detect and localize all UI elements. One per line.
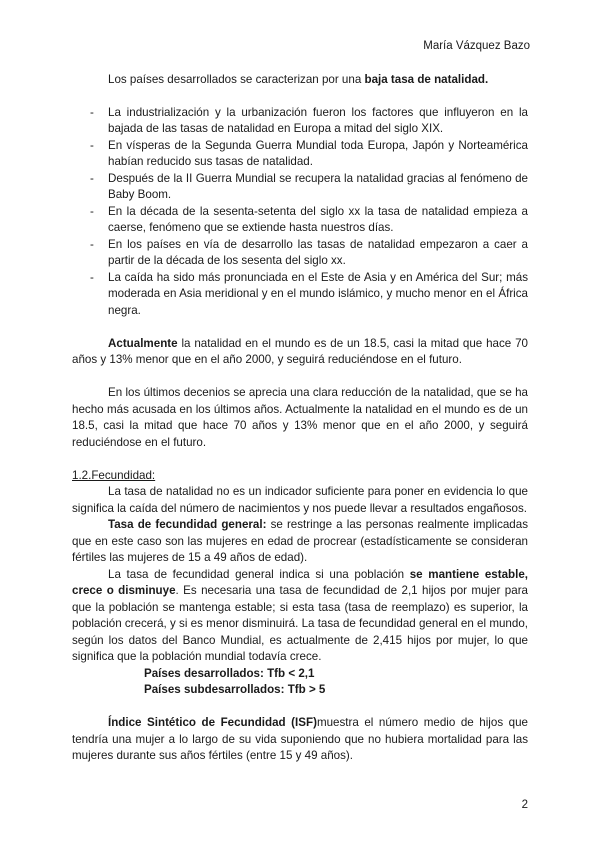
list-item-text: La industrialización y la urbanización fueron los factores que influyeron en la bajada de las tasas de natalidad en Europa a mitad del siglo XIX. [108, 105, 528, 135]
intro-emphasis: baja tasa de natalidad. [364, 73, 489, 86]
poblacion-text-pre: La tasa de fecundidad general indica si una población [108, 567, 410, 581]
isf-text: muestra el número medio de hijos que tendría una mujer a lo largo de su vida suponiendo que no hubiera mortalidad para las mujeres durante sus años fértiles (entre 15 y 49 años). [72, 716, 529, 762]
list-item-text: La caída ha sido más pronunciada en el Este de Asia y en América del Sur; más moderada en Asia meridional y en el mundo islámico, y mucho menor en el África negra. [108, 270, 528, 317]
list-item [72, 204, 528, 237]
list-item [72, 138, 528, 171]
tasa-fecundidad-paragraph [72, 517, 528, 567]
ultimos-decenios-paragraph: En los últimos decenios se aprecia una clara reducción de la natalidad, que se ha hecho más acusada en los últimos años. Actualmente la natalidad en el mundo es de un 18.5, casi la mitad que hace 70 años y 13% menor que en el año 2000, y seguirá reduciéndose en el futuro. [72, 386, 528, 449]
tasa-fecundidad-term: Tasa de fecundidad general: [108, 518, 267, 531]
fecundidad-intro-paragraph: La tasa de natalidad no es un indicador suficiente para poner en evidencia lo que significa la caída del número de nacimientos y nos puede llevar a resultados engañosos. [72, 485, 528, 515]
page-header-author: María Vázquez Bazo [423, 40, 530, 52]
dash-bullet: - [90, 204, 94, 218]
section-heading: 1.2.Fecundidad: [72, 468, 156, 482]
isf-term: Índice Sintético de Fecundidad (ISF) [108, 716, 317, 729]
actualmente-text: la natalidad en el mundo es de un 18.5, casi la mitad que hace 70 años y 13% menor que en el año 2000, y seguirá reduciéndose en el futuro. [72, 336, 528, 366]
list-item [72, 270, 528, 320]
isf-paragraph [72, 715, 528, 765]
dash-bullet: - [90, 171, 94, 185]
natalidad-bullet-list [72, 105, 528, 320]
actualmente-paragraph [72, 336, 528, 369]
poblacion-estable-paragraph [72, 567, 528, 666]
list-item-text: En vísperas de la Segunda Guerra Mundial toda Europa, Japón y Norteamérica habían reducido sus tasas de natalidad. [108, 138, 528, 168]
list-item-text: En los países en vía de desarrollo las tasas de natalidad empezaron a caer a partir de la década de los sesenta del siglo xx. [108, 237, 528, 267]
dash-bullet: - [90, 105, 94, 119]
dash-bullet: - [90, 237, 94, 251]
intro-paragraph [108, 72, 528, 89]
actualmente-bold: Actualmente [108, 336, 178, 350]
list-item [72, 171, 528, 204]
list-item [72, 105, 528, 138]
formula-subdesarrollados: Países subdesarrollados: Tfb > 5 [144, 683, 326, 696]
list-item-text: En la década de la sesenta-setenta del siglo xx la tasa de natalidad empieza a caerse, fenómeno que se extiende hasta nuestros días. [108, 204, 528, 234]
formula-desarrollados: Países desarrollados: Tfb < 2,1 [144, 666, 315, 680]
document-body [72, 72, 528, 765]
intro-text: Los países desarrollados se caracterizan por una [108, 73, 365, 86]
dash-bullet: - [90, 270, 94, 284]
poblacion-emphasis: se mantiene estable, crece o disminuye [72, 567, 528, 597]
list-item-text: Después de la II Guerra Mundial se recupera la natalidad gracias al fenómeno de Baby Boom. [108, 171, 528, 201]
list-item [72, 237, 528, 270]
page-number: 2 [521, 799, 528, 811]
tasa-fecundidad-text: se restringe a las personas realmente implicadas que en este caso son las mujeres en edad de procrear (estadísticamente se consideran fértiles las mujeres de 15 a 49 años de edad). [72, 518, 529, 564]
dash-bullet: - [90, 138, 94, 152]
poblacion-text-post: . Es necesaria una tasa de fecundidad de 2,1 hijos por mujer para que la población se mantenga estable; si esta tasa (tasa de reemplazo) es superior, la población crecerá, y si es menor disminuirá. La tasa de fecundidad general en el mundo, según los datos del Banco Mundial, es actualmente de 2,415 hijos por mujer, lo que significa que la población mundial todavía crece. [72, 584, 528, 663]
